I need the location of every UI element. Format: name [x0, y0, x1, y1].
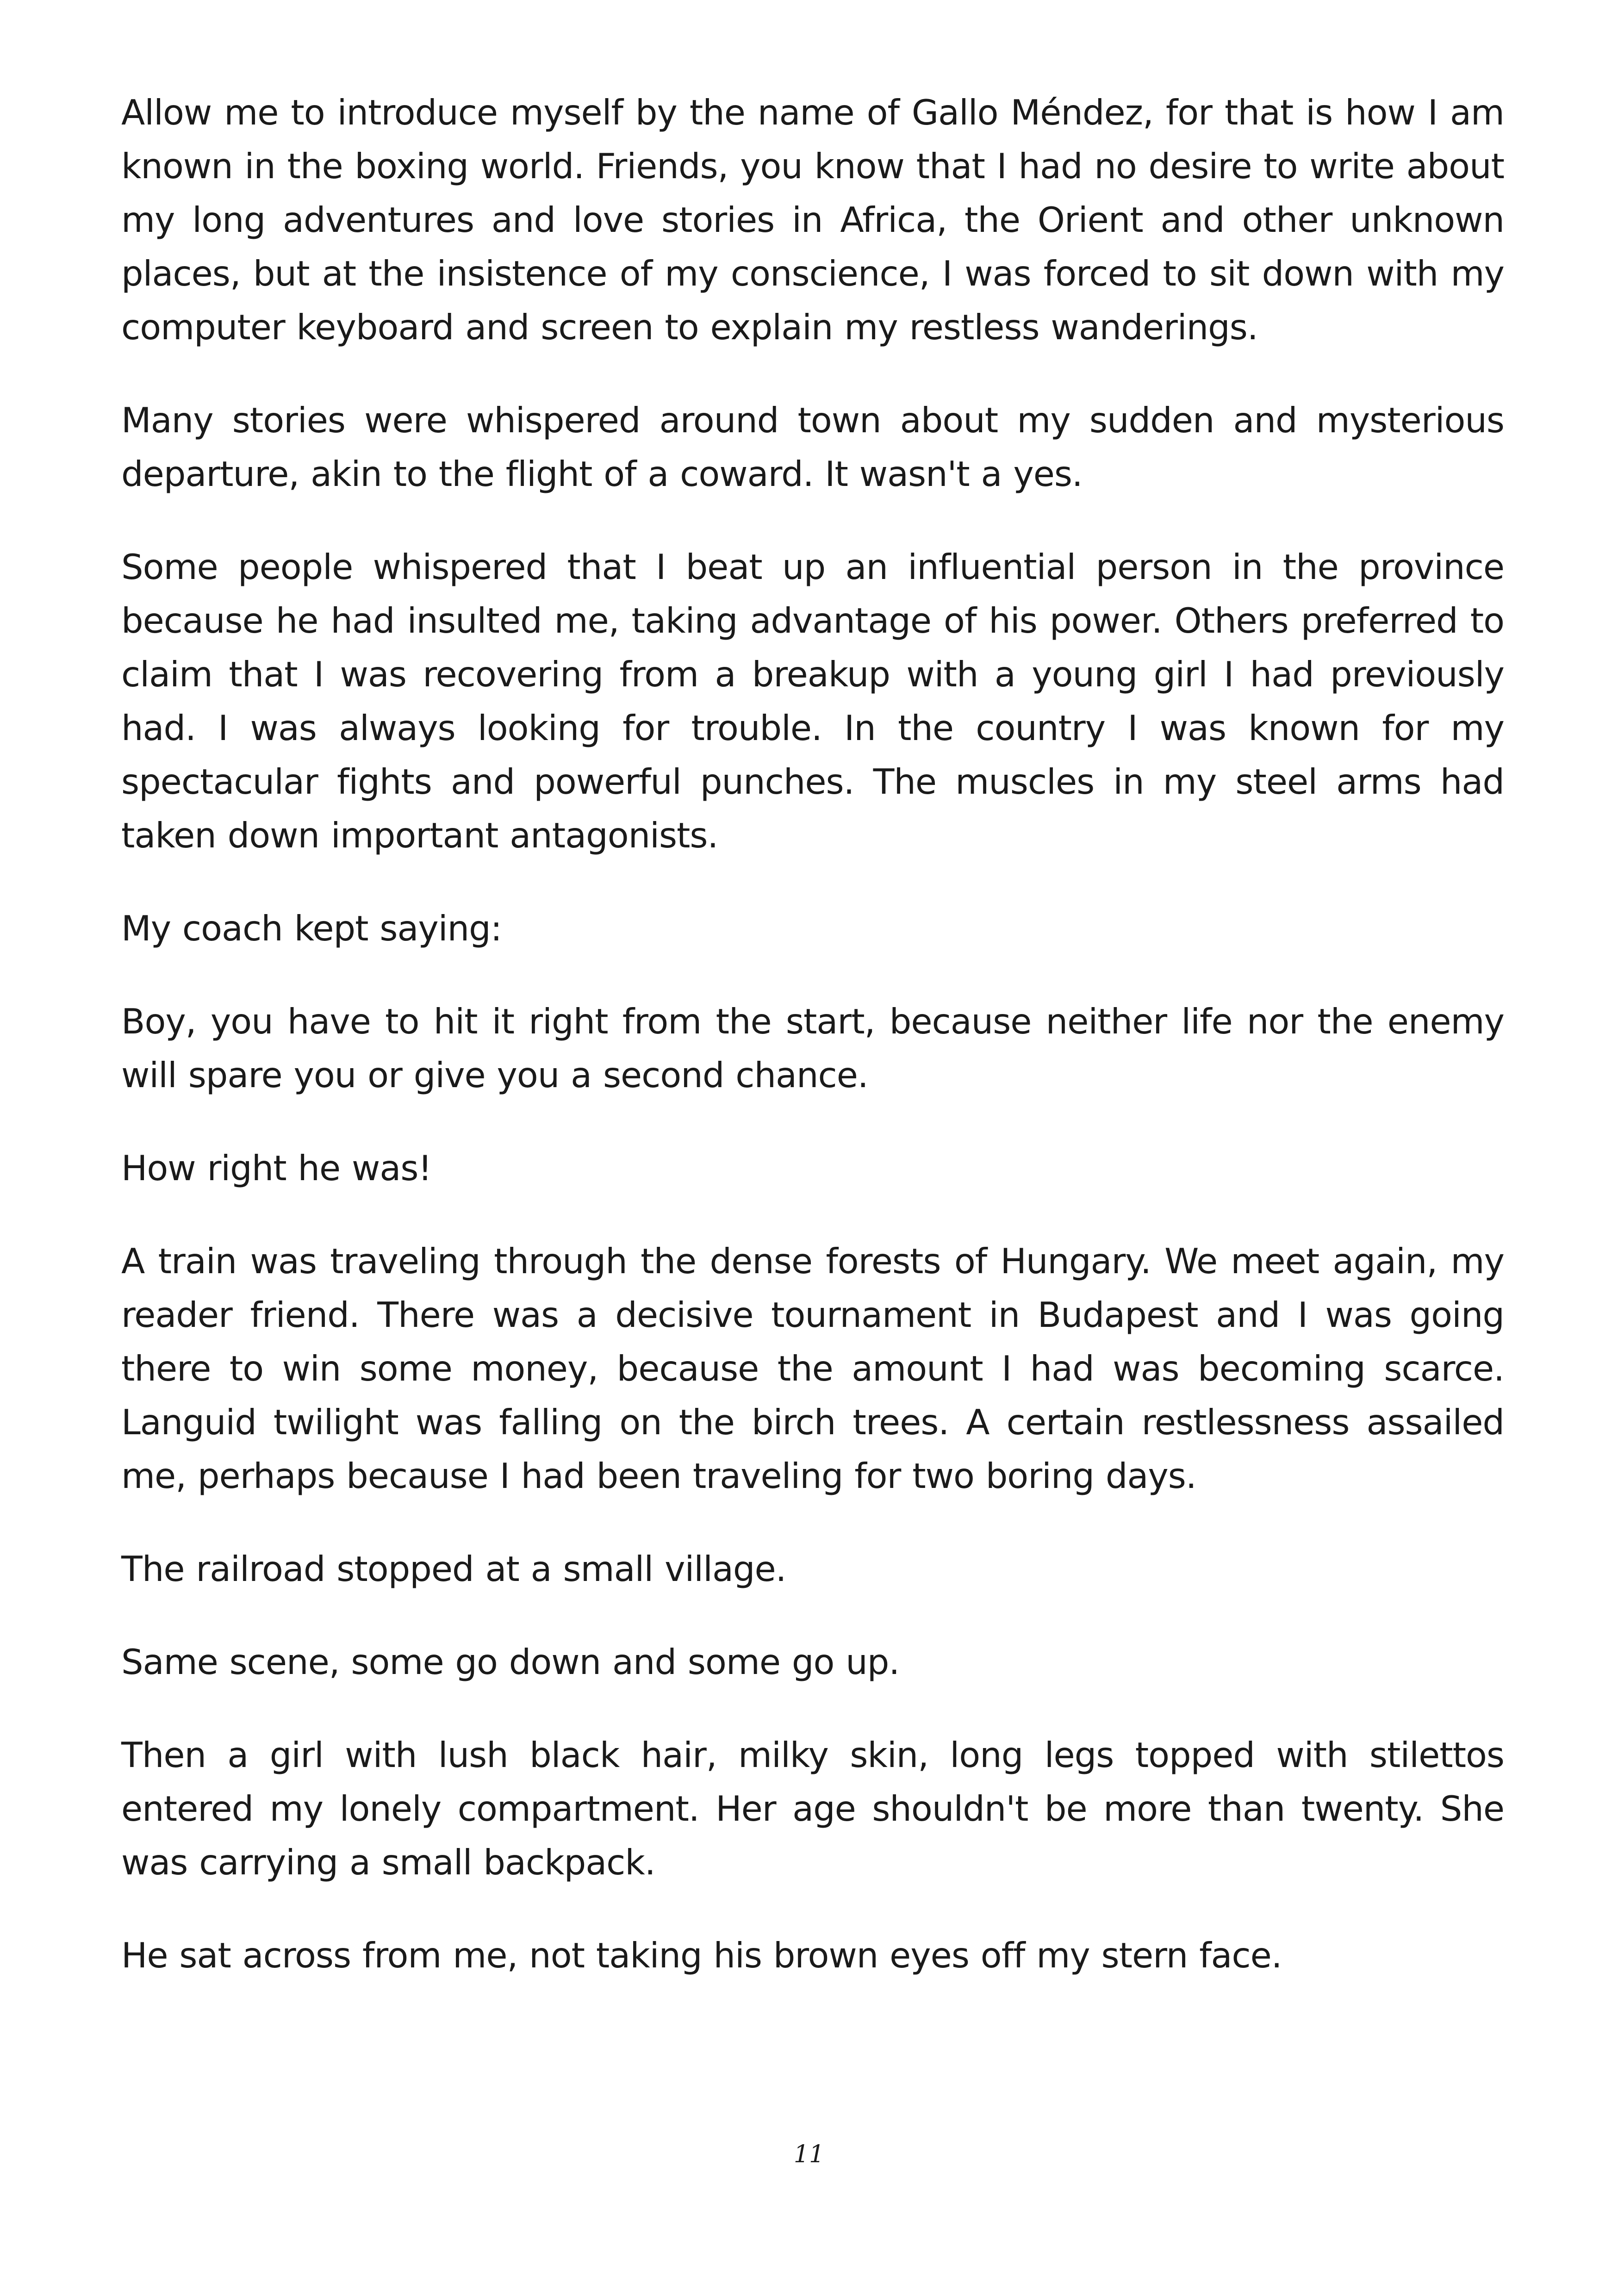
paragraph: Boy, you have to hit it right from the start, because neither life nor the enemy will spare you or give you a second chance. [121, 1001, 1504, 1095]
paragraph: Some people whispered that I beat up an influential person in the province because he had insulted me, taking advantage of his power. Others preferred to claim that I was recovering from a breakup with a young girl I had previously had. I was always looking for trouble. In the country I was known for my spectacular fights and powerful punches. The muscles in my steel arms had taken down important antagonists. [121, 547, 1504, 856]
paragraph: The railroad stopped at a small village. [121, 1549, 786, 1589]
page-number: 11 [793, 2140, 825, 2168]
paragraph: Same scene, some go down and some go up. [121, 1642, 900, 1682]
paragraph: Allow me to introduce myself by the name of Gallo Méndez, for that is how I am known in the boxing world. Friends, you know that I had no desire to write about my long adventures and love stories in Africa, the Orient and other unknown places, but at the insistence of my conscience, I was forced to sit down with my computer keyboard and screen to explain my restless wanderings. [121, 92, 1504, 348]
paragraph: How right he was! [121, 1148, 432, 1188]
body-text [121, 86, 1504, 2022]
paragraph: He sat across from me, not taking his brown eyes off my stern face. [121, 1935, 1282, 1976]
paragraph: Many stories were whispered around town about my sudden and mysterious departure, akin to the flight of a coward. It wasn't a yes. [121, 400, 1504, 494]
paragraph: My coach kept saying: [121, 908, 502, 949]
paragraph: A train was traveling through the dense forests of Hungary. We meet again, my reader friend. There was a decisive tournament in Budapest and I was going there to win some money, because the amount I had was becoming scarce. Languid twilight was falling on the birch trees. A certain restlessness assailed me, perhaps because I had been traveling for two boring days. [121, 1241, 1504, 1496]
paragraph: Then a girl with lush black hair, milky skin, long legs topped with stilettos entered my lonely compartment. Her age shouldn't be more than twenty. She was carrying a small backpack. [121, 1735, 1504, 1883]
